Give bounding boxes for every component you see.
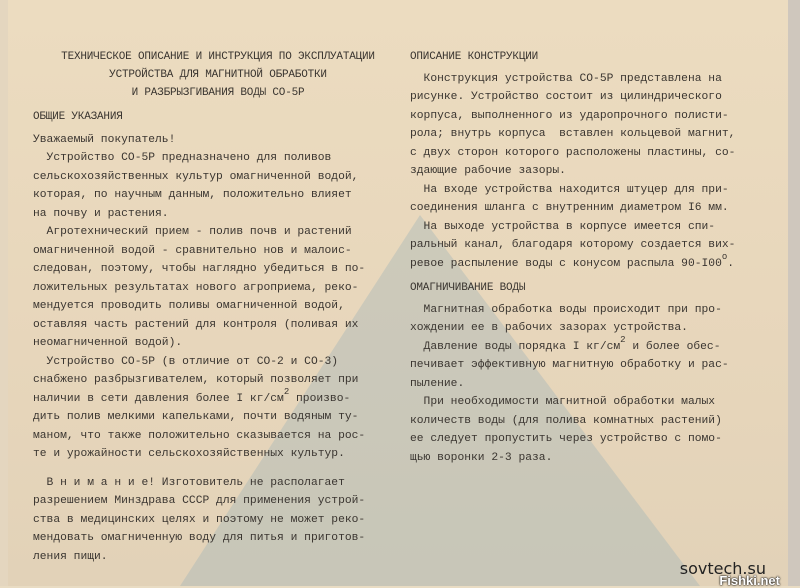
- text-line: ства в медицинских целях и поэтому не может реко-: [33, 513, 366, 526]
- text-line: которая, по научным данным, положительно влияет: [33, 189, 352, 201]
- greeting: Уважаемый покупатель!: [33, 133, 176, 146]
- text-line: На выходе устройства в корпусе имеется спи-: [410, 220, 716, 233]
- paper-left-edge: [0, 0, 8, 586]
- text-line: оставляя часть растений для контроля (поливая их: [33, 318, 359, 331]
- text: Давление воды порядка I кг/см: [410, 340, 621, 353]
- text: произво-: [289, 392, 351, 405]
- text-line: мендуется проводить поливы омагниченной водой,: [33, 300, 345, 312]
- text-line: [33, 386, 403, 409]
- paragraph: [410, 181, 790, 218]
- text-line: На входе устройства находится штуцер для при-: [410, 183, 729, 196]
- paragraph: [410, 393, 790, 467]
- text-line: снабжено разбрызгивателем, который позволяет при: [33, 374, 359, 386]
- text-line: рола; внутрь корпуса вставлен кольцевой магнит,: [410, 128, 736, 140]
- paragraph: [33, 353, 403, 464]
- text: и более обес-: [625, 340, 721, 353]
- text-line: соединения шланга с внутренним диаметром I6 мм.: [410, 202, 729, 214]
- superscript: o: [721, 251, 728, 262]
- paragraph: [410, 218, 790, 274]
- superscript: 2: [620, 334, 626, 345]
- watermark-sovtech: sovtech.su: [679, 559, 766, 578]
- paragraph: [33, 149, 403, 223]
- title-line: И РАЗБРЫЗГИВАНИЯ ВОДЫ СО-5Р: [131, 87, 305, 99]
- text-line: сельскохозяйственных культур омагниченной водой,: [33, 170, 359, 183]
- text-line: здающие рабочие зазоры.: [410, 165, 566, 177]
- text-line: [410, 334, 790, 357]
- text-line: ложительных результатах нового агроприема, реко-: [33, 281, 359, 294]
- document-title: [33, 48, 403, 102]
- text-line: щью воронки 2-3 раза.: [410, 451, 553, 464]
- title-line: УСТРОЙСТВА ДЛЯ МАГНИТНОЙ ОБРАБОТКИ: [109, 69, 327, 81]
- text-line: те и урожайности сельскохозяйственных культур.: [33, 448, 345, 460]
- text-line: Устройство СО-5Р предназначено для поливов: [33, 152, 332, 164]
- text-line: Магнитная обработка воды происходит при про-: [410, 303, 722, 316]
- section-heading-magnetization: ОМАГНИЧИВАНИЕ ВОДЫ: [410, 282, 526, 294]
- section-heading-construction: ОПИСАНИЕ КОНСТРУКЦИИ: [410, 51, 539, 63]
- text-line: на почву и растения.: [33, 207, 169, 220]
- text-line: разрешением Минздрава СССР для применения устрой-: [33, 495, 366, 507]
- text-line: хождении ее в рабочих зазорах устройства.: [410, 322, 688, 334]
- text-line: следован, поэтому, чтобы наглядно убедиться в по-: [33, 263, 366, 275]
- superscript: 2: [283, 386, 290, 397]
- text-line: При необходимости магнитной обработки малых: [410, 396, 716, 408]
- paragraph: [410, 301, 790, 338]
- text-line: рисунке. Устройство состоит из цилиндрического: [410, 91, 722, 103]
- paragraph: [33, 223, 403, 353]
- paragraph: [410, 334, 790, 394]
- watermark-fishki: Fishki.net: [719, 573, 780, 588]
- section-heading-general: ОБЩИЕ УКАЗАНИЯ: [33, 111, 123, 123]
- paragraph: [410, 70, 790, 181]
- text-line: ления пищи.: [33, 550, 108, 563]
- text-line: мендовать омагниченную воду для питья и приготов-: [33, 532, 366, 544]
- text-line: пыление.: [410, 377, 465, 390]
- text-line: Устройство СО-5Р (в отличие от СО-2 и СО-3): [33, 355, 339, 368]
- text: .: [727, 257, 735, 270]
- text-line: количеств воды (для полива комнатных растений): [410, 414, 722, 427]
- text-line: Агротехнический прием - полив почв и растений: [33, 226, 352, 238]
- text-line: корпуса, выполненного из ударопрочного полисти-: [410, 109, 729, 122]
- text-line: В н и м а н и е! Изготовитель не располагает: [33, 476, 345, 489]
- text-line: дить полив мелкими капельками, почти водяным ту-: [33, 411, 359, 423]
- text-line: омагниченной водой - сравнительно нов и малоис-: [33, 244, 352, 257]
- text: ревое распыление воды с конусом распыла 90-I00: [410, 257, 722, 270]
- text-line: ральный канал, благодаря которому создается вих-: [410, 239, 736, 251]
- warning-paragraph: [33, 474, 403, 567]
- text-line: [410, 251, 790, 274]
- text-line: с двух сторон которого расположены пластины, со-: [410, 146, 736, 159]
- text-line: неомагниченной водой).: [33, 337, 183, 349]
- text-line: маном, что также положительно сказывается на рос-: [33, 429, 366, 442]
- left-column: [33, 48, 403, 566]
- title-line: ТЕХНИЧЕСКОЕ ОПИСАНИЕ И ИНСТРУКЦИЯ ПО ЭКСПЛУАТАЦИИ: [61, 51, 375, 63]
- text-line: ее следует пропустить через устройство с помо-: [410, 433, 722, 445]
- text: наличии в сети давления более I кг/см: [33, 392, 284, 405]
- text-line: печивает эффективную магнитную обработку и рас-: [410, 359, 729, 371]
- right-column: [410, 48, 790, 467]
- text-line: Конструкция устройства СО-5Р представлена на: [410, 72, 722, 85]
